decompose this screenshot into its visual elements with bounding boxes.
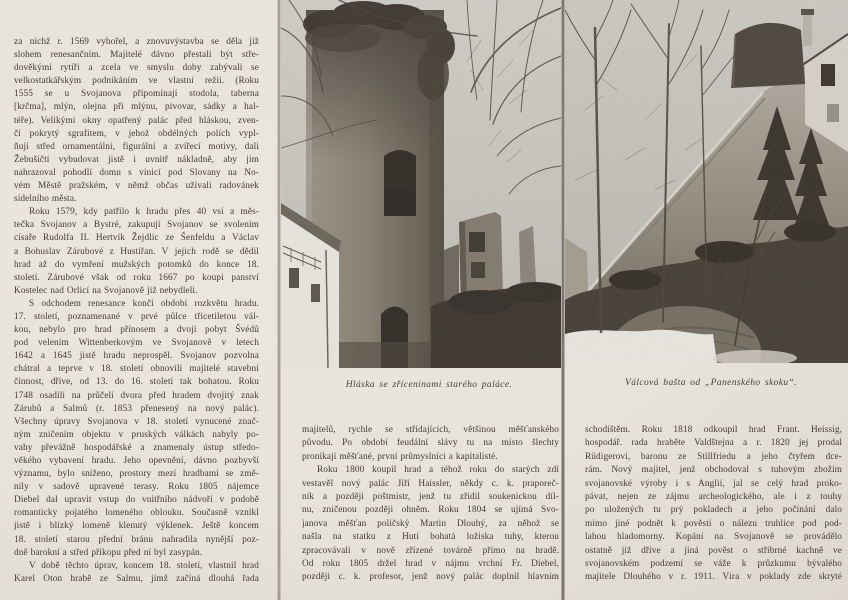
text-line: slohem renesančním. Majitelé dávno přestali být stře- [14,50,259,61]
text-line: ňují střed ornamentální, figurální a zvířecí motivy, dali [14,141,259,152]
text-line: zpracovávali v nově zřízené továrně přímo na hradě. [302,545,559,556]
hlaska-photo [281,0,561,368]
text-line: ník a později poštmistr, jenž tu zřídil soukenickou díl- [302,492,559,503]
text-line: Žebušičtí vybudovat jistě i uvnitř nákladně, aby jim [14,154,259,165]
text-line: čí pokrytý sgrafitem, v jehož obdélných polích vypl- [14,128,259,139]
text-line: 17. století, poznamenané v prvé půlce třicetiletou vál- [14,311,259,322]
text-line: století. Zárubové však od roku 1667 po koupi panství [14,272,259,283]
text-line: za nichž r. 1569 vyhořel, a znovuvýstavba se děla již [14,37,259,47]
text-line: činnost, dříve, od 13. do 16. století tak bohatou. Roku [14,377,259,388]
text-line: sídelního města. [14,194,77,205]
page-fold-left [277,0,281,600]
text-line: původu. Po období feudální slávy tu na místo šlechty [302,438,559,449]
text-line: [krčma], mlýn, olejna při mlýnu, pivovar, sádky a hal- [14,102,259,113]
text-line: nily v sadově upravené terasy. Roku 1805 nájemce [14,482,259,493]
text-line: Diebel dal upravit vstup do vnitřního nádvoří v podobě [14,495,259,506]
text-line: ostatně již dříve a jiná pověst o stříbrné kachně ve [585,545,842,556]
photo-grain-overlay [281,0,561,368]
text-line: janova měšťan poličský Martin Dlouhý, za něhož se [302,518,559,529]
text-line: dověkými rytíři a zcela ve smyslu doby zabývali se [14,63,259,74]
text-line: vém Městě pražském, v němž občas užívali radovánek [14,181,259,192]
text-line: Všechny úpravy Svojanova v 18. století vynucené znač- [14,416,259,427]
text-line: pod velením Wittenberkovým ve Svojanově v letech [14,338,259,349]
text-line: 18. století starou přední bránu nahradila nynější poz- [14,534,259,545]
text-line: hrad až do vymření mužských potomků do konce 18. [14,259,259,270]
text-line: 1642 a 1645 jistě hradu neprospěl. Svojanov pozvolna [14,351,259,362]
text-line: téře). Velikými okny opatřený palác před hláskou, zven- [14,115,259,126]
text-line: a Bohuslav Zárubové z Hustířan. V jejich rodě se dědil [14,246,259,257]
text-line: Od roku 1805 držel hrad v nájmu vrchní Fr. Diebel, [302,559,559,570]
text-line: Roku 1800 koupil hrad a téhož roku do starých zdí [317,465,559,476]
text-line: chátral a teprve v 18. století obnovili majitelé stavební [14,364,259,375]
text-line: pávat, nejen ze zájmu archeologického, ale i z touhy [585,492,842,503]
text-line: vestavěl nový palác Jiří Haissler, někdy c. k. praporeč- [302,478,559,489]
text-line: S odchodem renesance končí období rozkvětu hradu. [29,298,259,309]
text-line: tečka Svojanov a Bystré, zakupují Svojanov se svolením [14,220,259,231]
text-line: dně barokní a střed příkopu před ní byl zasypán. [14,547,203,558]
text-line: nahrazoval pohodlí domu s vinicí pod Slovany na No- [14,167,259,178]
text-line: nu, zničenou později ohněm. Roku 1804 se ujímá Svo- [302,505,559,516]
text-line: hospodář. rada hraběte Valdštejna a r. 1820 jej prodal [585,438,842,449]
text-line: svojanovském podzemí se váže k průzkumu bývalého [585,559,842,570]
text-line: jistě i blízký lomeně klenutý výklenek. Ještě koncem [14,521,259,532]
text-line: romanticky pojatého lomeného oblouku. Současně vznikl [14,508,259,519]
middle-text-column [302,424,559,588]
left-text-column [14,36,259,590]
text-line: mimo jiné podnět k pověsti o nálezu truhlice pod pod- [585,518,842,529]
text-line: Rüdigerovi, baronu ze Stillfriedu a jeho čtyřem dce- [585,451,842,462]
text-line: našla na statku z Hutí bohatá ložiska tuhy, kterou [302,532,559,543]
text-line: vahy převážně hospodářské a znamenaly ústup středo- [14,442,259,453]
photo-caption-hlaska: Hláska se zříceninami starého paláce. [345,380,513,390]
text-line: majitele Dlouhého v r. 1911. Víra v poklady zde skryté [585,572,842,583]
text-line: věkého vybavení hradu. Jeho opevnění, dávno pozbyvší [14,456,259,466]
text-line: rám. Nový majitel, jenž obchodoval s tuhovým zbožím [585,465,842,476]
text-line: později c. k. profesor, jenž nový palác doplnil hlavním [302,572,559,583]
text-line: V době těchto úprav, koncem 18. století, vlastnil hrad [29,560,259,571]
photo-caption-bastion: Válcová bašta od „Panenského skoku“. [625,378,797,388]
text-line: kou, nebylo pro hrad přínosem a dvojí pobyt Švédů [14,325,259,336]
text-line: Roku 1579, kdy patřilo k hradu přes 40 vsí a měs- [29,207,259,218]
text-line: po uložených tu prý pokladech a jeho počínání dalo [585,505,842,516]
text-line: svojanovské výroby i s Anglií, jal se celý hrad proko- [585,478,842,489]
text-line: 1748 osadili na průčelí dvora před hradem dvojitý znak [14,390,259,401]
text-line: velkostatkářským podnikáním ve vlastní režii. (Roku [14,76,259,87]
text-line: významu, bylo sníženo, prostory mezi hradbami se změ- [14,469,259,480]
photo-grain-overlay [565,0,848,363]
text-line: 1555 se u Svojanova připomínají stodola, taberna [14,89,259,100]
text-line: ným zničením objektu v pruských válkách nabyly po- [14,429,259,440]
text-line: lahou hladomorny. Kopání na Svojanově se provádělo [585,532,842,543]
page-fold-right [561,0,565,600]
text-line: Zárubů a Salmů (r. 1853 přenesený na nový palác). [14,403,259,414]
text-line: císaře Rudolfa II. Hertvík Žejdlic ze Šenfeldu a Václav [14,233,259,244]
right-text-column [585,424,842,588]
text-line: Karel Oton hrabě ze Salmu, jímž začíná dlouhá řada [14,573,259,584]
text-line: pronikají měšťané, první průmyslníci a kapitalisté. [302,451,498,462]
text-line: Kostelec nad Orlicí na Svojanově již nebydleli. [14,285,198,296]
text-line: schodištěm. Roku 1818 odkoupil hrad Frant. Heissig, [585,425,842,435]
bastion-photo [565,0,848,363]
text-line: majitelů, rychle se střídajících, většinou měšťanského [302,425,559,435]
